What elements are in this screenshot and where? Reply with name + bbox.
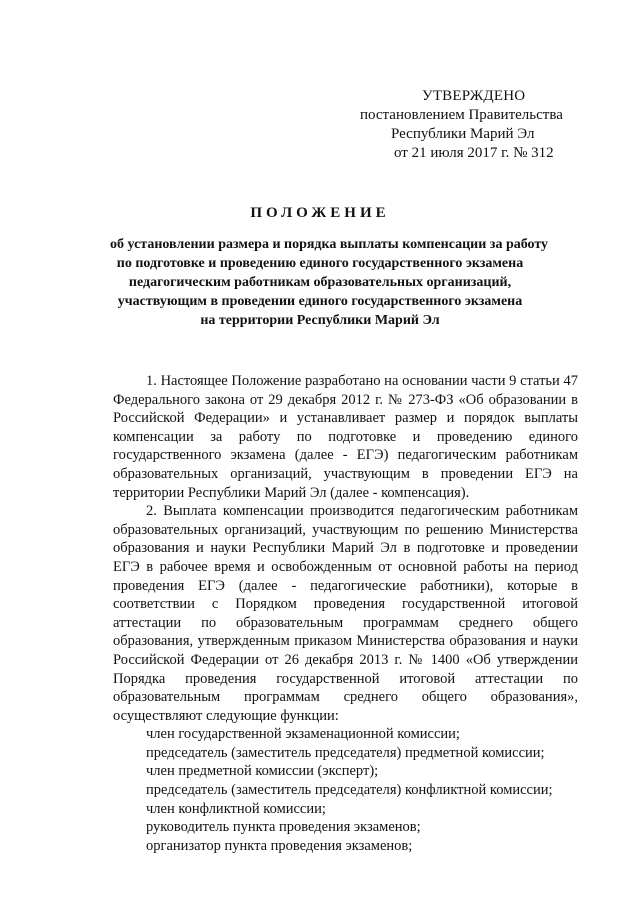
paragraph-2: 2. Выплата компенсации производится педагогическим работникам образовательных организаций, участвующим по решению Министерства образования и науки Республики Марий Эл в подготовке и проведении ЕГЭ в рабочее время и освобожденным от основной работы на период проведения ЕГЭ (далее - педагогические работники), которые в соответствии с Порядком проведения государственной итоговой аттестации по образовательным программам среднего общего образования, утвержденным приказом Министерства образования и науки Российской Федерации от 26 декабря 2013 г. № 1400 «Об утверждении Порядка проведения государственной итоговой аттестации по образовательным программам среднего общего образования», осуществляют следующие функции: — [113, 503, 578, 724]
document-subtitle — [110, 235, 549, 330]
approval-line-1: постановлением Правительства — [360, 107, 563, 123]
list-item: председатель (заместитель председателя) предметной комиссии; — [146, 744, 545, 761]
list-item: член государственной экзаменационной комиссии; — [146, 726, 460, 743]
approval-line-2: Республики Марий Эл — [391, 126, 535, 142]
document-body — [113, 372, 578, 855]
approval-line-3: от 21 июля 2017 г. № 312 — [394, 145, 554, 161]
approval-title: УТВЕРЖДЕНО — [422, 88, 526, 104]
list-item: руководитель пункта проведения экзаменов; — [146, 819, 421, 836]
subtitle-line: на территории Республики Марий Эл — [200, 313, 440, 328]
list-item: член конфликтной комиссии; — [146, 800, 326, 817]
subtitle-line: педагогическим работникам образовательных организаций, — [128, 275, 512, 290]
list-item: член предметной комиссии (эксперт); — [146, 763, 379, 780]
functions-list — [113, 725, 578, 855]
subtitle-line: участвующим в проведении единого государственного экзамена — [117, 294, 523, 309]
paragraph-1: 1. Настоящее Положение разработано на основании части 9 статьи 47 Федерального закона от 29 декабря 2012 г. № 273-ФЗ «Об образовании в Российской Федерации» и устанавливает размер и порядок выплаты компенсации за работу по подготовке и проведению единого государственного экзамена (далее - ЕГЭ) педагогическим работникам образовательных организаций, участвующим в проведении ЕГЭ на территории Республики Марий Эл (далее - компенсация). — [113, 373, 578, 501]
subtitle-line: по подготовке и проведению единого государственного экзамена — [116, 256, 524, 271]
subtitle-line: об установлении размера и порядка выплаты компенсации за работу — [110, 237, 549, 252]
list-item: организатор пункта проведения экзаменов; — [146, 837, 413, 854]
list-item: председатель (заместитель председателя) конфликтной комиссии; — [146, 782, 553, 799]
document-title: ПОЛОЖЕНИЕ — [250, 205, 390, 221]
